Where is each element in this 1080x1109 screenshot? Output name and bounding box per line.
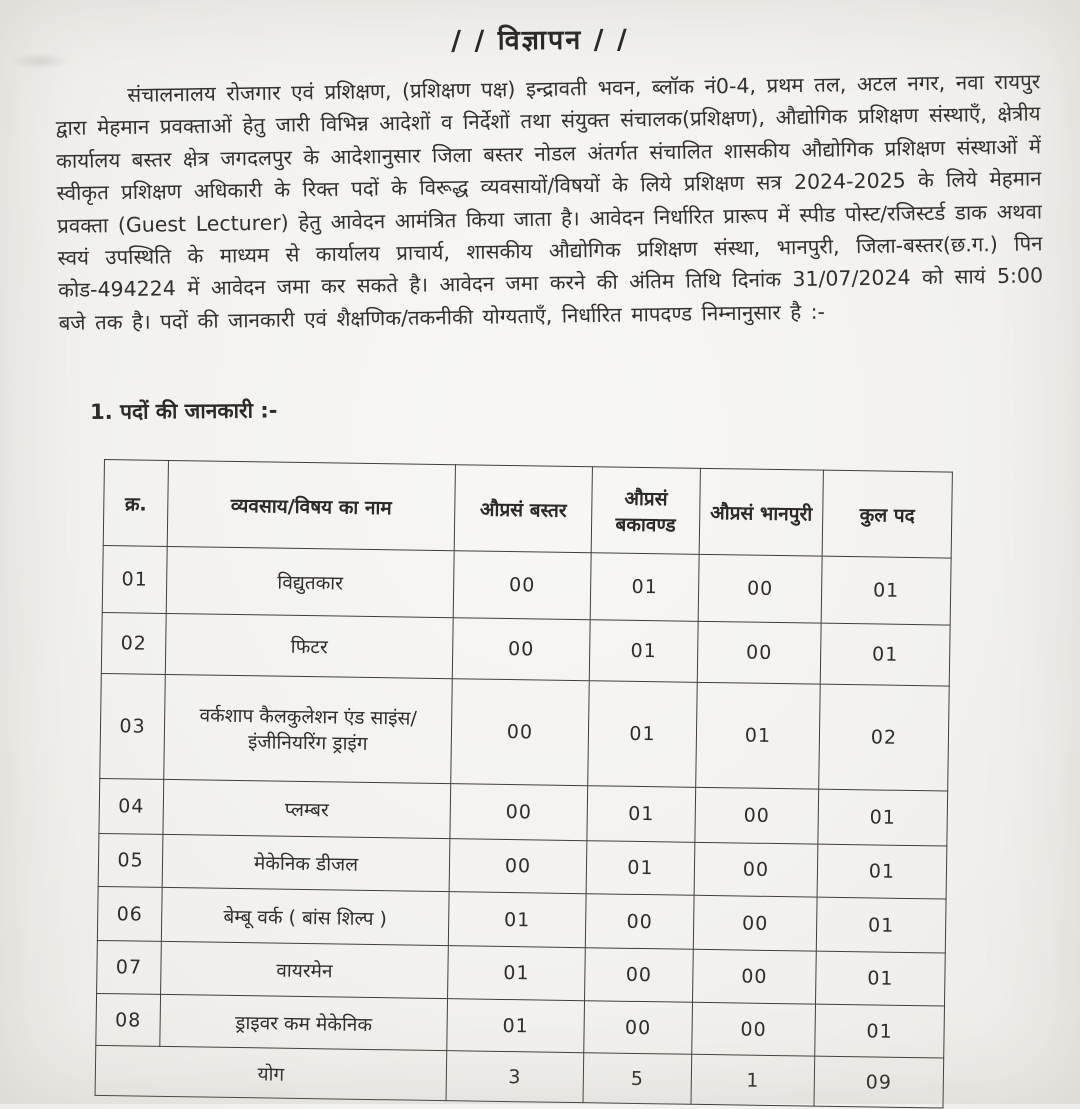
column-header-bakawand: औप्रसं बकावण्ड — [591, 467, 700, 555]
section-heading-posts-info: 1. पदों की जानकारी :- — [90, 398, 278, 424]
cell-trade: वर्कशाप कैलकुलेशन एंड साइंस/इंजीनियरिंग ड्राइंग — [164, 674, 453, 783]
cell-trade: ड्राइवर कम मेकेनिक — [160, 994, 448, 1050]
cell-sno: 04 — [99, 778, 164, 834]
cell-total: 02 — [819, 684, 950, 791]
cell-sno: 08 — [96, 993, 161, 1046]
cell-trade: मेकेनिक डीजल — [162, 834, 450, 891]
cell-bastar: 00 — [450, 784, 588, 841]
posts-table — [95, 459, 953, 1109]
cell-total: 01 — [818, 789, 948, 846]
cell-bakawand: 01 — [588, 681, 698, 788]
column-header-bhanpuri: औप्रसं भानपुरी — [699, 468, 823, 556]
cell-bakawand: 00 — [585, 948, 694, 1003]
cell-sno: 05 — [98, 833, 163, 887]
cell-trade: विद्युतकार — [166, 546, 454, 617]
table-header-row — [103, 460, 952, 559]
cell-bastar: 01 — [448, 892, 586, 948]
document-title: / / विज्ञापन / / — [451, 24, 629, 57]
cell-sno: 07 — [97, 940, 162, 994]
cell-trade: बेम्बू वर्क ( बांस शिल्प ) — [161, 887, 449, 945]
column-header-total: कुल पद — [822, 470, 952, 558]
cell-bhanpuri: 00 — [694, 842, 818, 897]
cell-total: 01 — [817, 844, 947, 899]
cell-sno: 01 — [102, 545, 167, 613]
cell-bakawand: 01 — [590, 553, 699, 622]
column-header-bastar: औप्रसं बस्तर — [454, 465, 592, 553]
cell-sno: 06 — [97, 886, 162, 941]
cell-bakawand: 00 — [585, 894, 694, 950]
cell-trade: प्लम्बर — [163, 779, 451, 838]
cell-bhanpuri: 01 — [696, 682, 821, 789]
cell-bhanpuri: 00 — [693, 895, 817, 951]
cell-total: 01 — [815, 951, 945, 1006]
cell-total-bhanpuri: 1 — [691, 1054, 815, 1106]
cell-bakawand: 01 — [589, 620, 698, 683]
cell-bakawand: 01 — [586, 841, 695, 896]
cell-total-total: 09 — [814, 1056, 944, 1108]
cell-total-bakawand: 5 — [583, 1053, 692, 1105]
cell-bastar: 00 — [451, 679, 590, 786]
cell-trade: वायरमेन — [161, 941, 449, 998]
cell-total-label: योग — [95, 1045, 447, 1100]
cell-bastar: 00 — [453, 551, 591, 620]
notice-body-paragraph: संचालनालय रोजगार एवं प्रशिक्षण, (प्रशिक्षण पक्ष) इन्द्रावती भवन, ब्लॉक नं0-4, प्रथम तल, अटल नगर, नवा रायपुर द्वारा मेहमान प्रवक्ताओं हेतु जारी विभिन्न आदेशों व निर्देशों तथा संयुक्त संचालक(प्रशिक्षण), औद्योगिक प्रशिक्षण संस्थाएँ, क्षेत्रीय कार्यालय बस्तर क्षेत्र जगदलपुर के आदेशानुसार जिला बस्तर नोडल अंतर्गत संचालित शासकीय औद्योगिक प्रशिक्षण संस्थाओं में स्वीकृत प्रशिक्षण अधिकारी के रिक्त पदों के विरूद्ध व्यवसायों/विषयों के लिये प्रशिक्षण सत्र 2024-2025 के लिये मेहमान प्रवक्ता (Guest Lecturer) हेतु आवेदन आमंत्रित किया जाता है। आवेदन निर्धारित प्रारूप में स्पीड पोस्ट/रजिस्टर्ड डाक अथवा स्वयं उपस्थिति के माध्यम से कार्यालय प्राचार्य, शासकीय औद्योगिक प्रशिक्षण संस्था, भानपुरी, जिला-बस्तर(छ.ग.) पिन कोड-494224 में आवेदन जमा कर सकते है। आवेदन जमा करने की अंतिम तिथि दिनांक 31/07/2024 को सायं 5:00 बजे तक है। पदों की जानकारी एवं शैक्षणिक/तकनीकी योग्यताएँ, निर्धारित मापदण्ड निम्नानुसार है :- — [55, 69, 1044, 335]
column-header-sno: क्र. — [103, 460, 168, 547]
cell-sno: 02 — [101, 612, 166, 674]
table-row — [100, 673, 949, 791]
cell-bastar: 00 — [449, 839, 587, 894]
cell-bhanpuri: 00 — [695, 787, 819, 844]
cell-bastar: 00 — [452, 618, 590, 681]
cell-total: 01 — [816, 897, 946, 953]
column-header-trade: व्यवसाय/विषय का नाम — [167, 460, 455, 550]
cell-total: 01 — [821, 556, 951, 625]
cell-bakawand: 00 — [584, 1001, 693, 1055]
cell-bastar: 01 — [448, 946, 586, 1001]
cell-bhanpuri: 00 — [697, 621, 821, 684]
cell-trade: फिटर — [165, 613, 453, 678]
cell-bastar: 01 — [447, 999, 585, 1053]
cell-bhanpuri: 00 — [693, 949, 817, 1004]
table-row — [102, 545, 951, 625]
posts-table-wrapper — [95, 459, 953, 1109]
cell-bhanpuri: 00 — [698, 554, 822, 623]
cell-total-bastar: 3 — [446, 1051, 584, 1103]
cell-total: 01 — [820, 623, 950, 686]
cell-sno: 03 — [100, 673, 166, 779]
cell-total: 01 — [815, 1004, 945, 1058]
cell-bhanpuri: 00 — [692, 1002, 816, 1056]
cell-bakawand: 01 — [587, 786, 696, 843]
